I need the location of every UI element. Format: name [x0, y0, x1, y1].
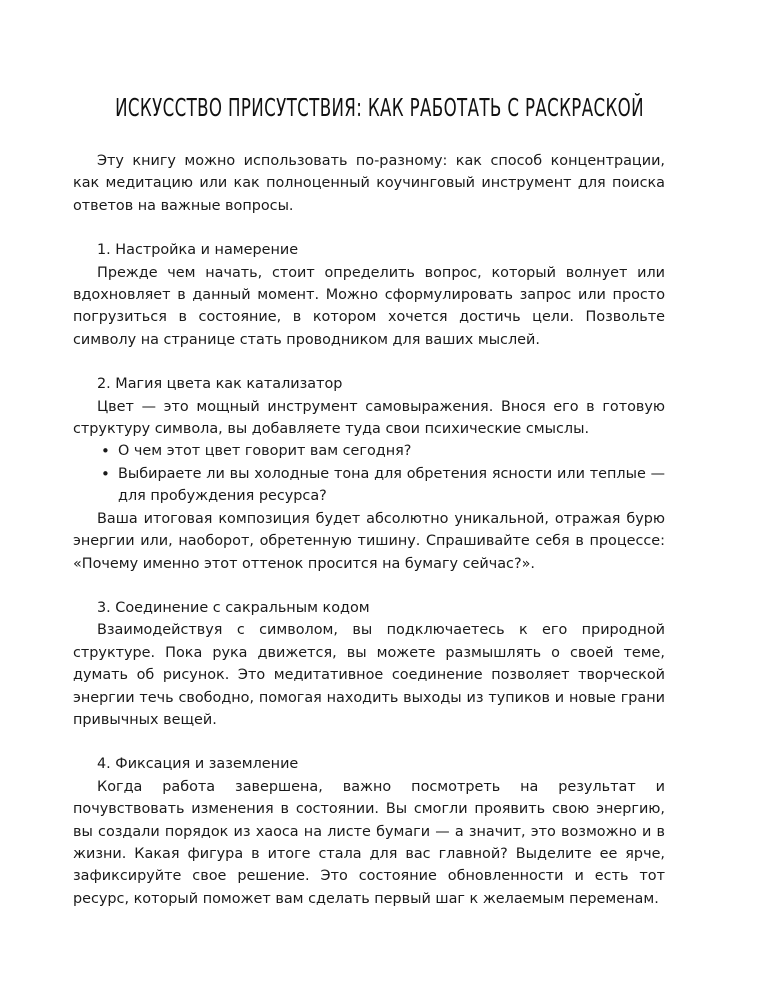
question-list	[73, 440, 665, 507]
section-heading-4: 4. Фиксация и заземление	[97, 756, 299, 773]
list-item: • Выбираете ли вы холодные тона для обретения ясности или теплые — для пробуждения ресурса?	[101, 463, 665, 508]
spacer	[73, 731, 665, 753]
spacer	[73, 351, 665, 373]
page-title: ИСКУССТВО ПРИСУТСТВИЯ: КАК РАБОТАТЬ С РАСКРАСКОЙ	[115, 93, 644, 122]
list-item: • О чем этот цвет говорит вам сегодня?	[101, 440, 665, 462]
section-text-2: Цвет — это мощный инструмент самовыражения. Внося его в готовую структуру символа, вы добавляете туда свои психические смыслы.	[73, 398, 665, 438]
section-heading-1: 1. Настройка и намерение	[97, 242, 299, 259]
section-text-4: Когда работа завершена, важно посмотреть на результат и почувствовать изменения в состоянии. Вы смогли проявить свою энергию, вы создали порядок из хаоса на листе бумаги — а значит, это возможно и в жизни. Какая фигура в итоге стала для вас главной? Выделите ее ярче, зафиксируйте свое решение. Это состояние обновленности и есть тот ресурс, который поможет вам сделать первый шаг к желаемым переменам.	[73, 778, 665, 907]
spacer	[73, 217, 665, 239]
section-text-2-continued: Ваша итоговая композиция будет абсолютно уникальной, отражая бурю энергии или, наоборот, обретенную тишину. Спрашивайте себя в процессе: «Почему именно этот оттенок просится на бумагу сейчас?».	[73, 510, 665, 572]
intro-paragraph: Эту книгу можно использовать по-разному: как способ концентрации, как медитацию или как полноценный коучинговый инструмент для поиска ответов на важные вопросы.	[73, 153, 665, 214]
section-text-3: Взаимодействуя с символом, вы подключаетесь к его природной структуре. Пока рука движется, вы можете размышлять о своей теме, думать об рисунок. Это медитативное соединение позволяет творческой энергии течь свободно, помогая находить выходы из тупиков и новые грани привычных вещей.	[73, 622, 665, 728]
section-heading-2: 2. Магия цвета как катализатор	[97, 376, 343, 393]
spacer	[73, 575, 665, 597]
section-text-1: Прежде чем начать, стоит определить вопрос, который волнует или вдохновляет в данный момент. Можно сформулировать запрос или просто погрузиться в состояние, в котором хочется достичь цели. Позвольте символу на странице стать проводником для ваших мыслей.	[73, 264, 665, 348]
section-heading-3: 3. Соединение с сакральным кодом	[97, 599, 370, 616]
page-content	[73, 150, 665, 910]
